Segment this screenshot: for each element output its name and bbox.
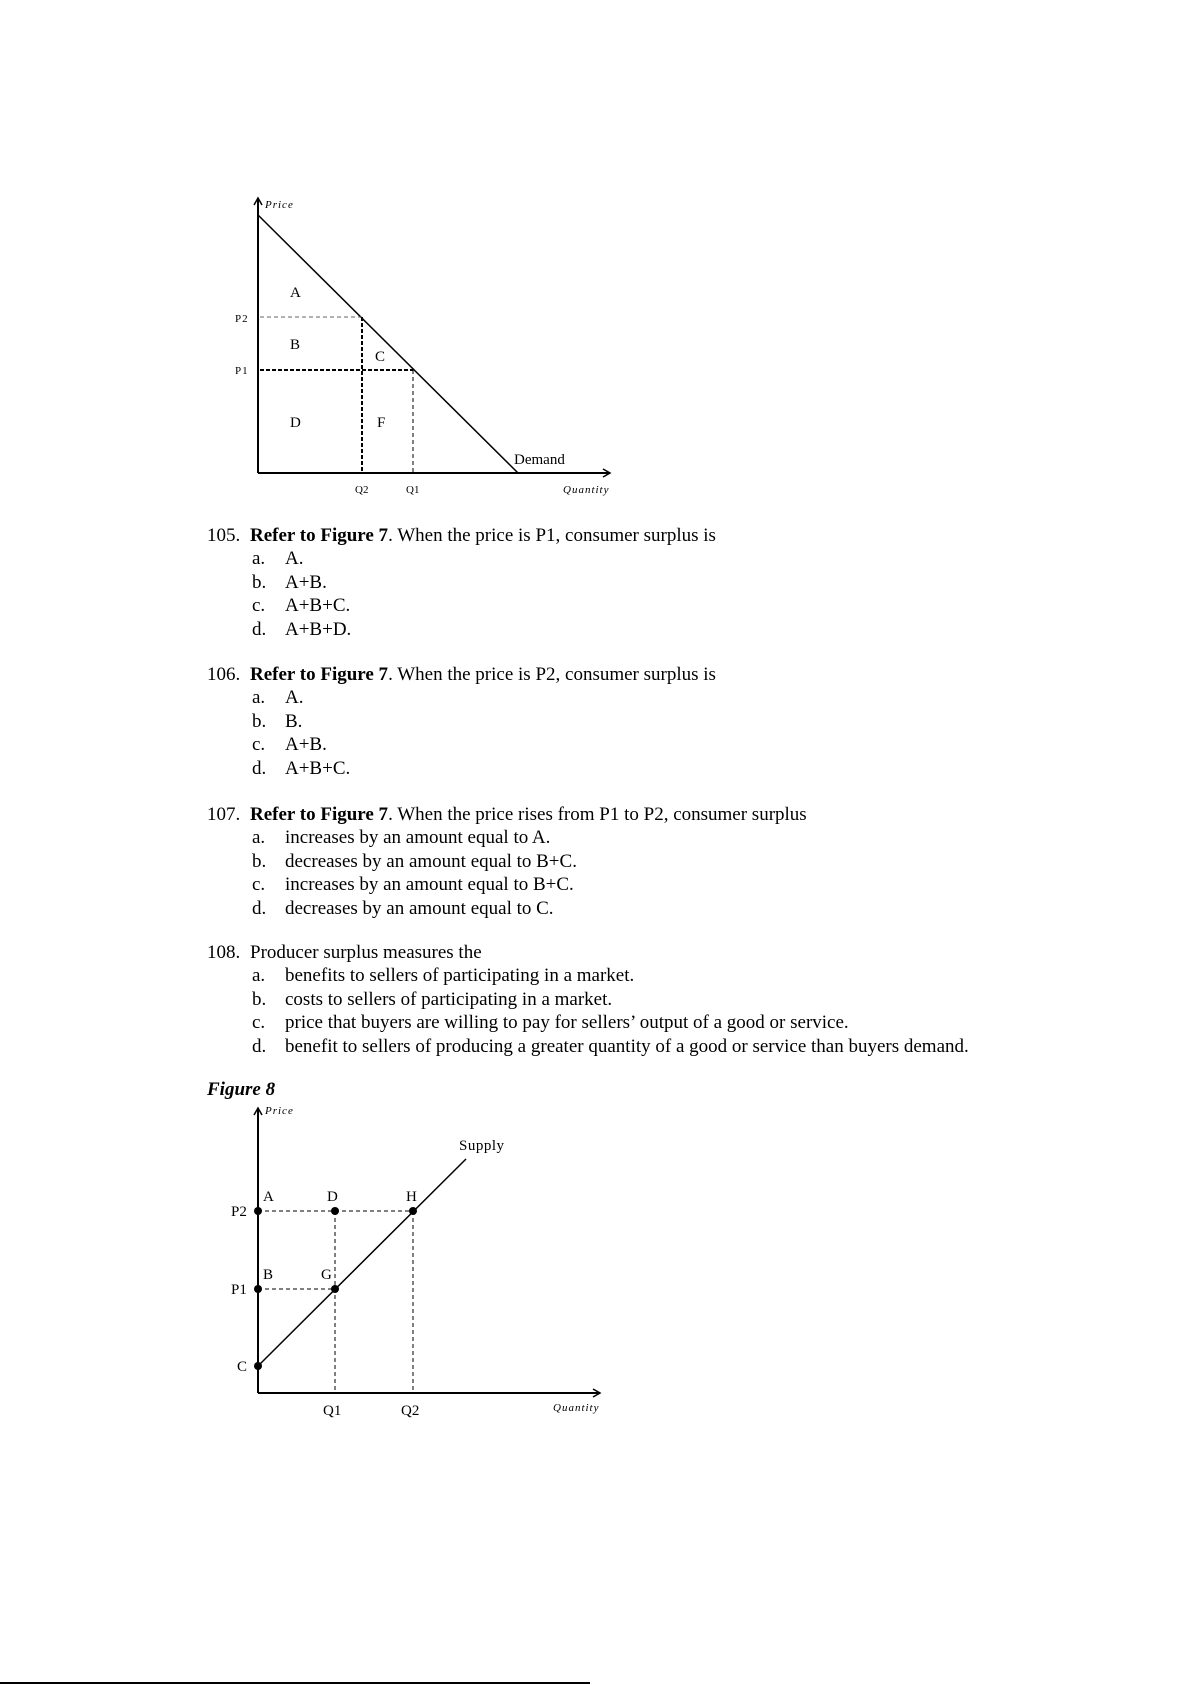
- option-d: d. A+B+C.: [252, 757, 351, 779]
- point-g: [331, 1285, 339, 1293]
- point-d: [331, 1207, 339, 1215]
- x-axis-label: Quantity: [563, 484, 610, 496]
- page-bottom-rule: [0, 1682, 590, 1684]
- area-b: B: [290, 337, 301, 353]
- label-c: C: [237, 1359, 248, 1375]
- question-number: 106.: [207, 664, 241, 685]
- question-number: 108.: [207, 942, 241, 963]
- p2-label: P2: [231, 1204, 247, 1220]
- question-105: [207, 524, 716, 641]
- area-d: D: [290, 415, 301, 431]
- p1-label: P1: [235, 365, 249, 377]
- question-108: [207, 941, 969, 1058]
- question-107: [207, 803, 807, 920]
- y-axis-label: Price: [265, 199, 294, 211]
- option-b: b. A+B.: [252, 571, 327, 593]
- option-b: b. B.: [252, 710, 303, 732]
- q1-label: Q1: [323, 1403, 342, 1419]
- question-number: 105.: [207, 525, 241, 546]
- demand-label: Demand: [514, 452, 565, 468]
- option-a: a. increases by an amount equal to A.: [252, 827, 551, 849]
- option-d: d. A+B+D.: [252, 618, 352, 640]
- label-b: B: [263, 1267, 274, 1283]
- area-a: A: [290, 285, 301, 301]
- point-c: [254, 1362, 262, 1370]
- label-d: D: [327, 1189, 338, 1205]
- option-b: b. costs to sellers of participating in a market.: [252, 988, 613, 1010]
- question-text: . When the price is P1, consumer surplus is: [388, 525, 716, 546]
- point-a: [254, 1207, 262, 1215]
- label-a: A: [263, 1189, 274, 1205]
- option-d: d. decreases by an amount equal to C.: [252, 897, 554, 919]
- option-a: a. benefits to sellers of participating in a market.: [252, 965, 635, 987]
- label-g: G: [321, 1267, 332, 1283]
- supply-curve: [258, 1159, 466, 1366]
- x-axis-label: Quantity: [553, 1402, 600, 1414]
- figure-reference: Refer to Figure 7: [250, 664, 389, 685]
- area-f: F: [377, 415, 386, 431]
- question-number: 107.: [207, 804, 241, 825]
- question-text: Producer surplus measures the: [250, 942, 482, 963]
- figure-7-demand-diagram: [235, 198, 610, 496]
- option-d: d. benefit to sellers of producing a greater quantity of a good or service than buyers demand.: [252, 1035, 969, 1057]
- label-h: H: [406, 1189, 417, 1205]
- figure-reference: Refer to Figure 7: [250, 525, 389, 546]
- option-c: c. A+B.: [252, 734, 327, 756]
- figure-reference: Refer to Figure 7: [250, 804, 389, 825]
- option-c: c. price that buyers are willing to pay for sellers’ output of a good or service.: [252, 1012, 849, 1034]
- point-b: [254, 1285, 262, 1293]
- area-c: C: [375, 349, 386, 365]
- supply-label: Supply: [459, 1138, 505, 1154]
- q2-label: Q2: [401, 1403, 420, 1419]
- option-c: c. increases by an amount equal to B+C.: [252, 874, 574, 896]
- option-a: a. A.: [252, 548, 304, 570]
- question-text: . When the price rises from P1 to P2, consumer surplus: [388, 804, 807, 825]
- figure-8-title: Figure 8: [207, 1079, 276, 1100]
- figure-8-supply-diagram: [231, 1105, 600, 1419]
- q1-label: Q1: [406, 484, 420, 496]
- option-b: b. decreases by an amount equal to B+C.: [252, 850, 577, 872]
- q2-label: Q2: [355, 484, 369, 496]
- question-106: [207, 663, 716, 780]
- option-c: c. A+B+C.: [252, 595, 351, 617]
- p2-label: P2: [235, 313, 249, 325]
- question-text: . When the price is P2, consumer surplus is: [388, 664, 716, 685]
- y-axis-label: Price: [265, 1105, 294, 1117]
- point-h: [409, 1207, 417, 1215]
- option-a: a. A.: [252, 687, 304, 709]
- p1-label: P1: [231, 1282, 247, 1298]
